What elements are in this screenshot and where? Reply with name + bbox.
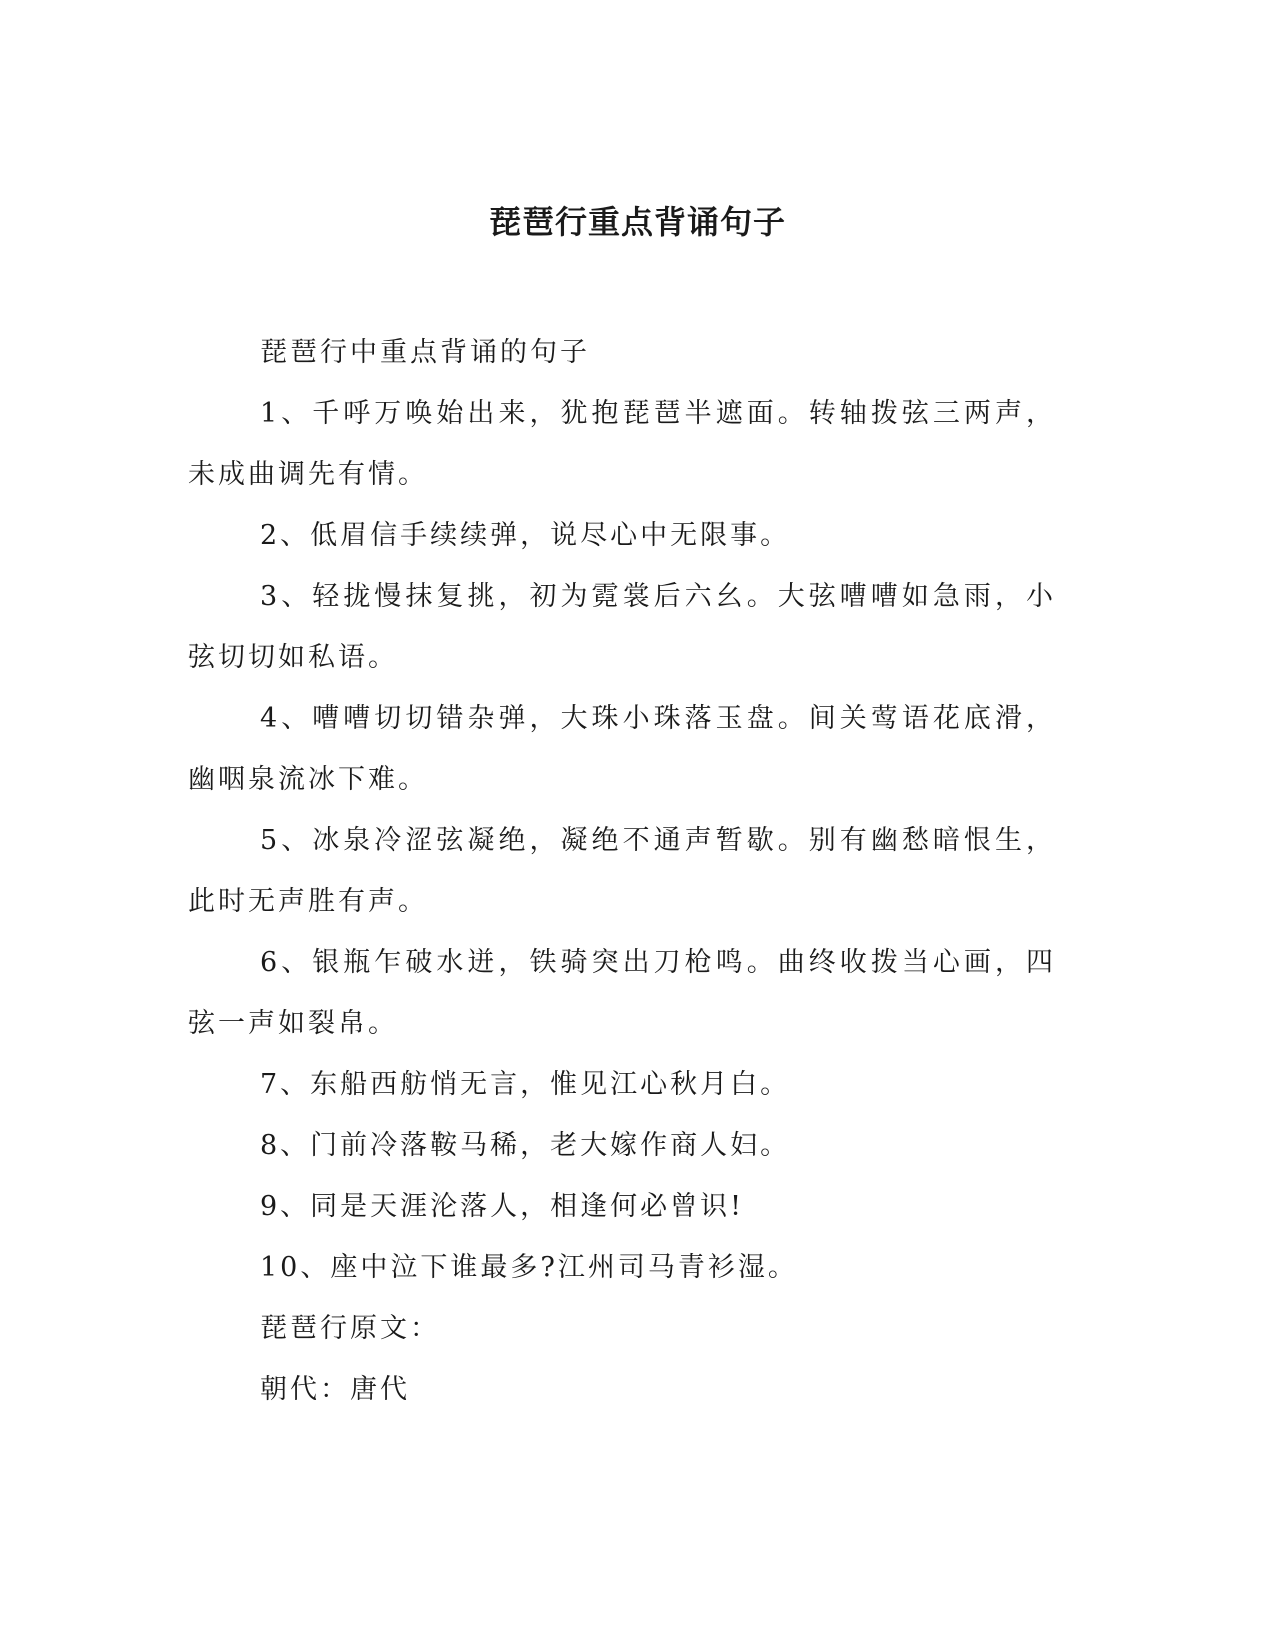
verse-item-7: 7、东船西舫悄无言，惟见江心秋月白。 xyxy=(260,1069,791,1100)
original-text-heading: 琵琶行原文： xyxy=(260,1313,440,1344)
subtitle-paragraph: 琵琶行中重点背诵的句子 xyxy=(260,337,590,368)
verse-item-6: 6、银瓶乍破水迸，铁骑突出刀枪鸣。曲终收拨当心画，四弦一声如裂帛。 xyxy=(188,947,1056,1039)
dynasty-line: 朝代：唐代 xyxy=(260,1374,410,1405)
verse-item-1: 1、千呼万唤始出来，犹抱琵琶半遮面。转轴拨弦三两声，未成曲调先有情。 xyxy=(188,398,1056,490)
verse-item-8: 8、门前冷落鞍马稀，老大嫁作商人妇。 xyxy=(260,1130,791,1161)
verse-item-9: 9、同是天涯沦落人，相逢何必曾识! xyxy=(260,1191,745,1222)
document-body xyxy=(188,322,1056,1420)
document-title: 琵琶行重点背诵句子 xyxy=(488,203,786,241)
verse-item-2: 2、低眉信手续续弹，说尽心中无限事。 xyxy=(260,520,791,551)
verse-item-5: 5、冰泉冷涩弦凝绝，凝绝不通声暂歇。别有幽愁暗恨生，此时无声胜有声。 xyxy=(188,825,1056,917)
verse-item-4: 4、嘈嘈切切错杂弹，大珠小珠落玉盘。间关莺语花底滑，幽咽泉流冰下难。 xyxy=(188,703,1056,795)
verse-item-3: 3、轻拢慢抹复挑，初为霓裳后六幺。大弦嘈嘈如急雨，小弦切切如私语。 xyxy=(188,581,1056,673)
verse-item-10: 10、座中泣下谁最多?江州司马青衫湿。 xyxy=(260,1252,798,1283)
